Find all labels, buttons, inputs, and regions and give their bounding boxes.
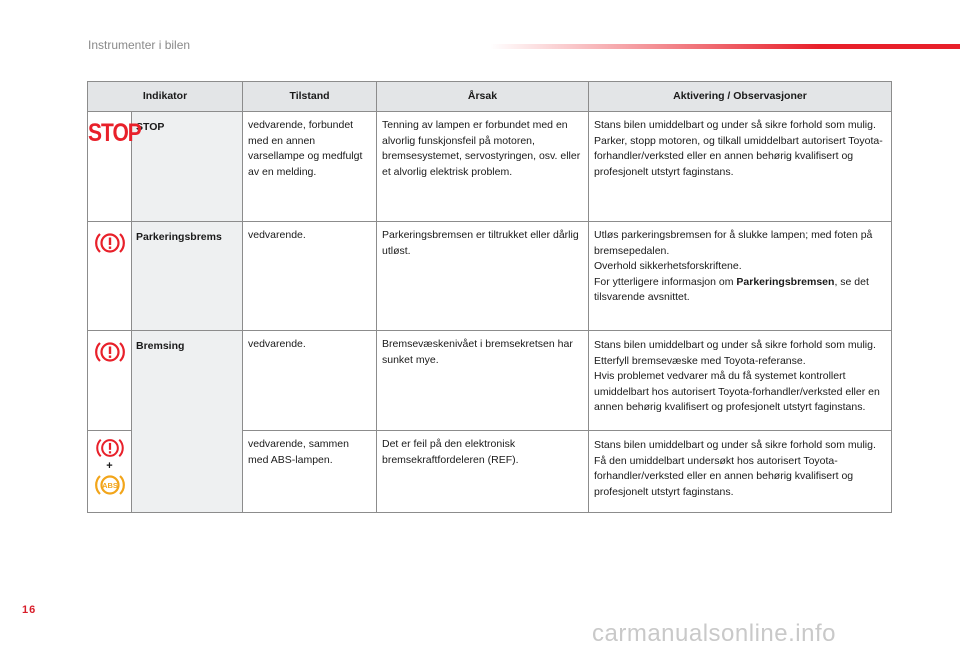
table-row (88, 112, 892, 222)
indicator-icon-cell (88, 331, 132, 431)
cause-text: Parkeringsbremsen er tiltrukket eller dårlig utløst. (377, 222, 589, 331)
action-line: Parker, stopp motoren, og tilkall umiddelbart autorisert Toyota-forhandler/verksted eller en annen behørig kvalifisert og profesjonelt utstyrt faginstans. (594, 134, 883, 178)
action-text (589, 431, 892, 513)
table-row (88, 222, 892, 331)
plus-sign: + (106, 460, 113, 472)
brake-warning-icon (88, 436, 131, 460)
state-text: vedvarende, forbundet med en annen varsellampe og medfulgt av en melding. (243, 112, 377, 222)
column-header-tilstand: Tilstand (243, 82, 377, 112)
action-line: Få den umiddelbart undersøkt hos autorisert Toyota-forhandler/verksted eller en annen behørig kvalifisert og profesjonelt utstyrt faginstans. (594, 454, 854, 498)
action-text (589, 112, 892, 222)
action-line: Stans bilen umiddelbart og under så sikre forhold som mulig. (594, 119, 876, 131)
page-number: 16 (22, 604, 37, 616)
action-line: Stans bilen umiddelbart og under så sikre forhold som mulig. (594, 439, 876, 451)
indicator-name: Parkeringsbrems (132, 222, 243, 331)
column-header-arsak: Årsak (377, 82, 589, 112)
column-header-aktivering: Aktivering / Observasjoner (589, 82, 892, 112)
table-header-row (88, 82, 892, 112)
action-reference-topic: Parkeringsbremsen (736, 275, 835, 288)
action-line: Utløs parkeringsbremsen for å slukke lampen; med foten på bremsepedalen. (594, 229, 873, 257)
action-line: Stans bilen umiddelbart og under så sikre forhold som mulig. (594, 339, 876, 351)
cause-text: Det er feil på den elektronisk bremsekraftfordeleren (REF). (377, 431, 589, 513)
stop-warning-icon: STOP (88, 119, 141, 148)
state-text: vedvarende. (243, 331, 377, 431)
indicator-name: Bremsing (132, 331, 243, 513)
action-line: Hvis problemet vedvarer må du få systemet kontrollert umiddelbart hos autorisert Toyota-forhandler/verksted eller en annen behørig kvalifisert og profesjonelt utstyrt faginstans. (594, 370, 880, 413)
header-accent-bar (490, 44, 960, 49)
action-text (589, 222, 892, 331)
brake-warning-icon (88, 230, 131, 256)
action-text (589, 331, 892, 431)
indicator-table (87, 81, 892, 513)
watermark-text: carmanualsonline.info (592, 620, 836, 647)
action-line: Etterfyll bremsevæske med Toyota-referanse. (594, 354, 806, 367)
column-header-indikator: Indikator (88, 82, 243, 112)
indicator-icon-cell (88, 431, 132, 513)
action-reference-prefix: For ytterligere informasjon om (594, 275, 737, 288)
indicator-icon-cell (88, 222, 132, 331)
table-row (88, 331, 892, 431)
action-reference-suffix: , se det tilsvarende avsnittet. (594, 275, 869, 303)
abs-warning-icon (88, 472, 131, 498)
abs-icon-label: ABS (101, 481, 118, 490)
page-header-title: Instrumenter i bilen (88, 38, 191, 52)
indicator-name: STOP (132, 112, 243, 222)
state-text: vedvarende. (243, 222, 377, 331)
state-text: vedvarende, sammen med ABS-lampen. (243, 431, 377, 513)
action-reference (594, 275, 886, 306)
cause-text: Tenning av lampen er forbundet med en alvorlig funskjonsfeil på motoren, bremsesystemet, servostyringen, osv. eller et alvorlig elektrisk problem. (377, 112, 589, 222)
cause-text: Bremsevæskenivået i bremsekretsen har sunket mye. (377, 331, 589, 431)
indicator-icon-cell (88, 112, 141, 222)
action-line: Overhold sikkerhetsforskriftene. (594, 260, 742, 272)
brake-warning-icon (88, 339, 131, 365)
